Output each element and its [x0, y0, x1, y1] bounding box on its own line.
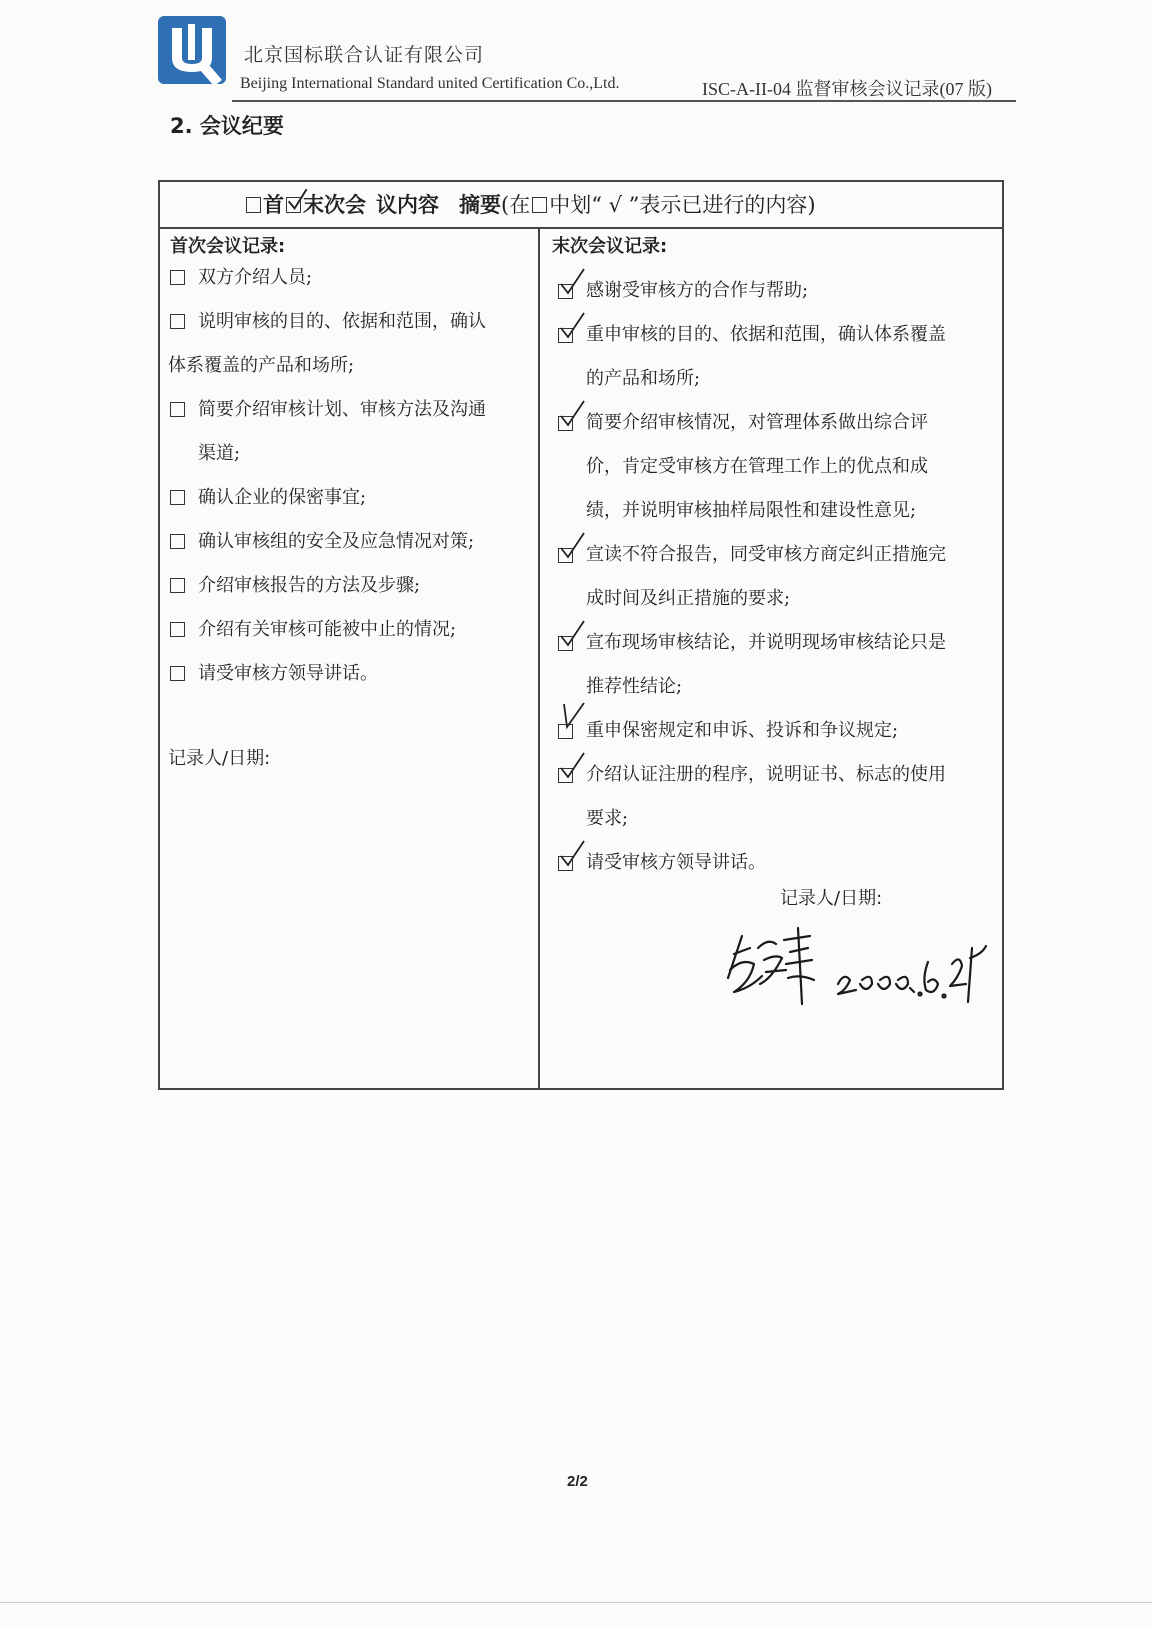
list-item: 宣布现场审核结论，并说明现场审核结论只是: [586, 632, 946, 653]
checkbox: [170, 314, 185, 329]
list-item: 确认审核组的安全及应急情况对策;: [198, 531, 475, 552]
last-meeting-label: 末次会: [303, 193, 366, 217]
last-meeting-recorder-label: 记录人/日期:: [780, 888, 883, 909]
list-item-continuation: 要求;: [586, 808, 629, 829]
content-label: 议内容: [376, 193, 439, 217]
last-meeting-heading: 末次会议记录:: [552, 236, 668, 257]
list-item: 介绍认证注册的程序，说明证书、标志的使用: [586, 764, 946, 785]
first-meeting-checkbox: [246, 197, 261, 213]
checkmark-icon: [558, 266, 588, 296]
note-box-icon: [532, 197, 547, 213]
first-meeting-heading: 首次会议记录:: [170, 236, 286, 257]
company-name-en: Beijing International Standard united Certification Co.,Ltd.: [240, 75, 620, 92]
list-item: 感谢受审核方的合作与帮助;: [586, 280, 809, 301]
list-item-continuation: 的产品和场所;: [586, 368, 701, 389]
list-item: 简要介绍审核情况，对管理体系做出综合评: [586, 412, 928, 433]
list-item-continuation: 绩，并说明审核抽样局限性和建设性意见;: [586, 500, 917, 521]
list-item-continuation: 渠道;: [198, 443, 241, 464]
checkmark-icon: [558, 700, 588, 730]
header-divider: [232, 100, 1016, 102]
scan-edge-line: [0, 1602, 1152, 1603]
checkbox: [170, 622, 185, 637]
table-title-row: [160, 182, 1002, 229]
list-item: 宣读不符合报告，同受审核方商定纠正措施完: [586, 544, 946, 565]
checkmark-icon: [558, 618, 588, 648]
column-divider: [538, 227, 540, 1090]
checkbox: [170, 578, 185, 593]
checkmark-icon: [558, 398, 588, 428]
section-title: 2. 会议纪要: [170, 114, 284, 138]
checkbox: [170, 666, 185, 681]
list-item: 确认企业的保密事宜;: [198, 487, 367, 508]
list-item: 请受审核方领导讲话。: [198, 663, 378, 684]
table-title: [244, 189, 816, 219]
list-item: 介绍审核报告的方法及步骤;: [198, 575, 421, 596]
checkbox: [170, 490, 185, 505]
list-item-continuation: 价，肯定受审核方在管理工作上的优点和成: [586, 456, 928, 477]
list-item: 重申保密规定和申诉、投诉和争议规定;: [586, 720, 899, 741]
list-item: 简要介绍审核计划、审核方法及沟通: [198, 399, 486, 420]
last-meeting-checkbox: [286, 197, 301, 213]
first-meeting-recorder-label: 记录人/日期:: [168, 748, 271, 769]
list-item: 说明审核的目的、依据和范围，确认: [198, 311, 486, 332]
list-item: 请受审核方领导讲话。: [586, 852, 766, 873]
list-item-continuation: 体系覆盖的产品和场所;: [168, 355, 355, 376]
list-item-continuation: 成时间及纠正措施的要求;: [586, 588, 791, 609]
list-item: 重申审核的目的、依据和范围，确认体系覆盖: [586, 324, 946, 345]
page-number: 2/2: [567, 1473, 588, 1490]
first-meeting-label: 首: [263, 193, 284, 217]
summary-label: 摘要: [459, 193, 501, 217]
list-item: 双方介绍人员;: [198, 267, 313, 288]
document-code: ISC-A-II-04 监督审核会议记录(07 版): [702, 79, 992, 99]
note-open: (在: [501, 193, 531, 217]
company-logo-icon: [156, 14, 231, 90]
company-name-cn: 北京国标联合认证有限公司: [244, 44, 485, 66]
checkmark-icon: [558, 750, 588, 780]
checkbox: [170, 402, 185, 417]
checkbox: [170, 534, 185, 549]
note-text: 中划“ √ ”表示已进行的内容): [549, 193, 816, 217]
checkmark-icon: [558, 310, 588, 340]
checkbox: [170, 270, 185, 285]
checkmark-icon: [285, 188, 309, 212]
checkmark-icon: [558, 838, 588, 868]
list-item-continuation: 推荐性结论;: [586, 676, 683, 697]
checkmark-icon: [558, 530, 588, 560]
list-item: 介绍有关审核可能被中止的情况;: [198, 619, 457, 640]
handwritten-signature: [720, 918, 990, 1018]
